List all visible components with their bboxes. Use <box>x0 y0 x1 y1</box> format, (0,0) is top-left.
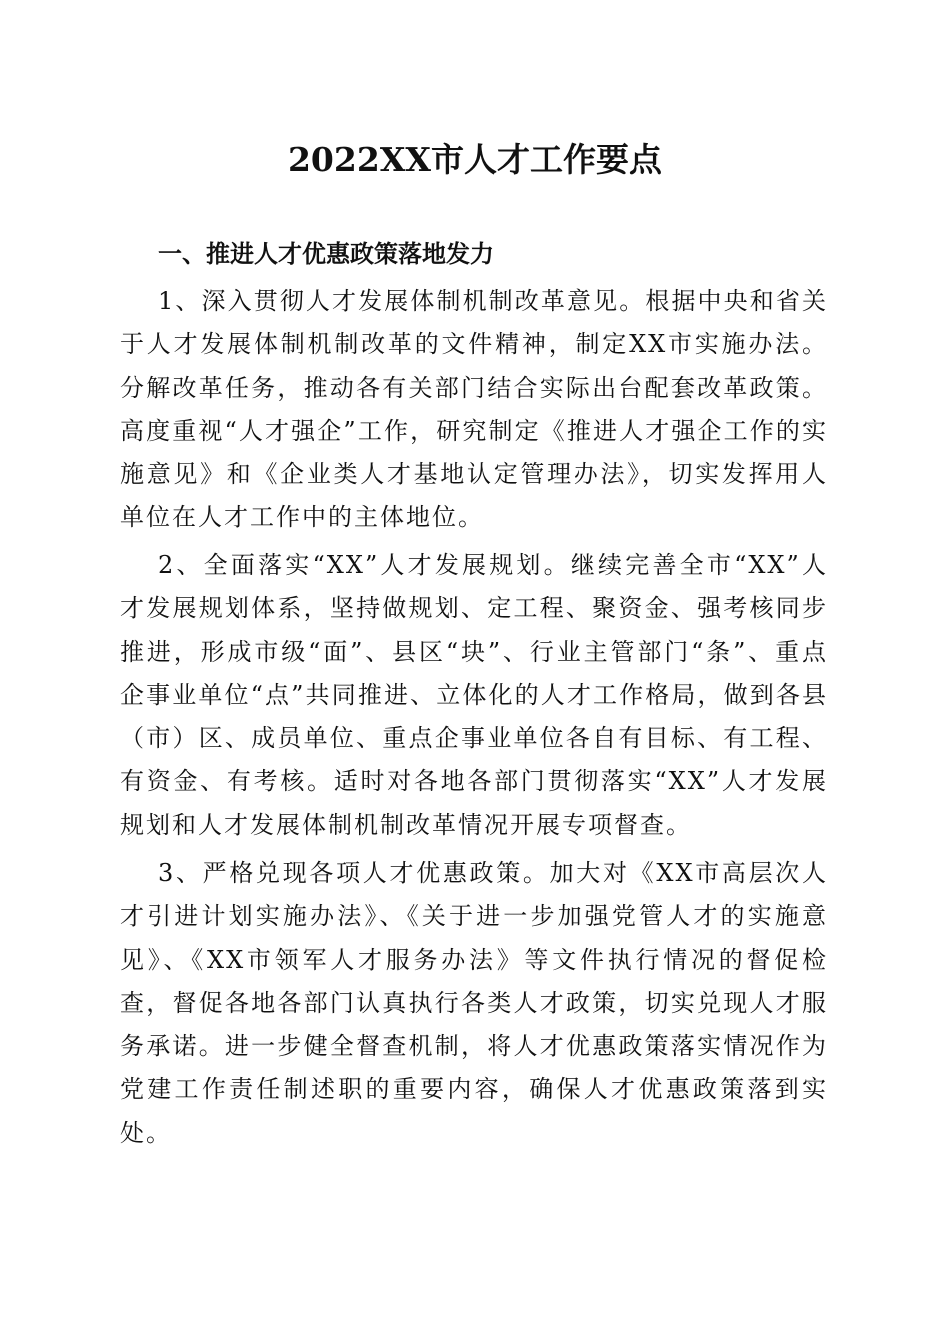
paragraph-1: 1、深入贯彻人才发展体制机制改革意见。根据中央和省关于人才发展体制机制改革的文件精神，制定XX市实施办法。分解改革任务，推动各有关部门结合实际出台配套改革政策。高度重视“人才强企”工作，研究制定《推进人才强企工作的实施意见》和《企业类人才基地认定管理办法》，切实发挥用人单位在人才工作中的主体地位。 <box>120 287 828 532</box>
paragraph-2: 2、全面落实“XX”人才发展规划。继续完善全市“XX”人才发展规划体系，坚持做规划、定工程、聚资金、强考核同步推进，形成市级“面”、县区“块”、行业主管部门“条”、重点企事业单位“点”共同推进、立体化的人才工作格局，做到各县（市）区、成员单位、重点企事业单位各自有目标、有工程、有资金、有考核。适时对各地各部门贯彻落实“XX”人才发展规划和人才发展体制机制改革情况开展专项督查。 <box>120 551 828 839</box>
paragraph-3: 3、严格兑现各项人才优惠政策。加大对《XX市高层次人才引进计划实施办法》、《关于进一步加强党管人才的实施意见》、《XX市领军人才服务办法》等文件执行情况的督促检查，督促各地各部门认真执行各类人才政策，切实兑现人才服务承诺。进一步健全督查机制，将人才优惠政策落实情况作为党建工作责任制述职的重要内容，确保人才优惠政策落到实处。 <box>120 859 828 1147</box>
section-heading: 一、推进人才优惠政策落地发力 <box>158 240 494 268</box>
document-title: 2022XX市人才工作要点 <box>287 140 663 179</box>
